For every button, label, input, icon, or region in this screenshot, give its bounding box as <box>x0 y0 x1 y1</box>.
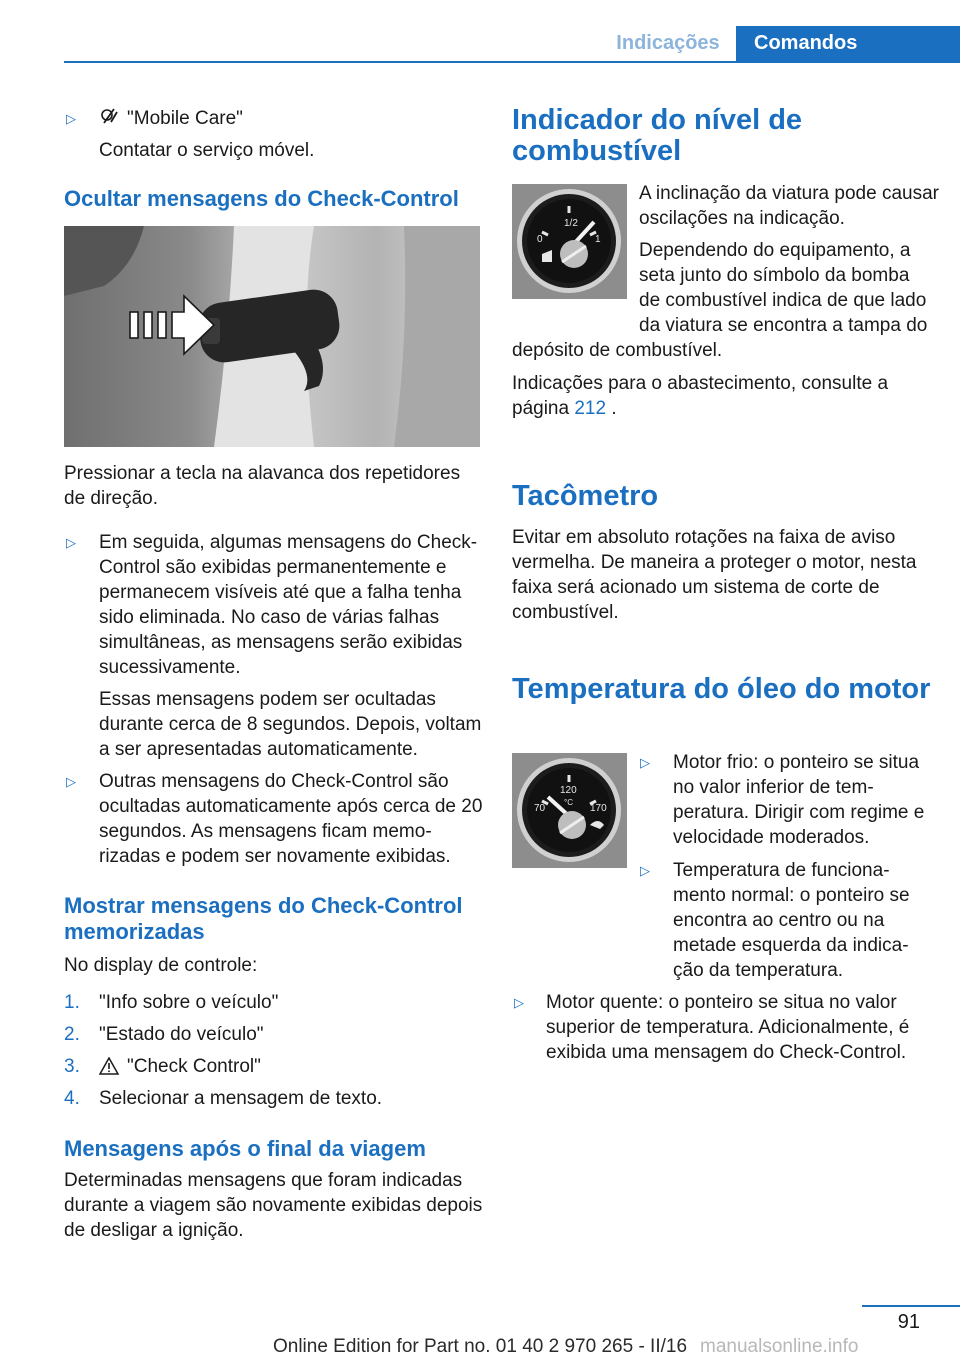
mobile-care-desc: Contatar o serviço móvel. <box>99 140 315 161</box>
bullet-triangle-icon: ▷ <box>514 995 524 1010</box>
page-link-212[interactable]: 212 <box>574 398 607 419</box>
section-heading-show: Mostrar mensagens do Check-Control memorizadas <box>64 893 463 944</box>
warning-triangle-icon <box>99 1057 119 1080</box>
step-number: 4. <box>64 1088 80 1109</box>
after-trip-text: Determinadas mensagens que foram indicadas durante a viagem são novamente exibidas depois de desligar a ignição. <box>64 1170 483 1241</box>
step-text: "Check Control" <box>127 1056 261 1077</box>
section-heading-after-trip: Mensagens após o final da viagem <box>64 1136 426 1161</box>
oil-label-120: 120 <box>560 785 577 796</box>
oil-bullet-cold: Motor frio: o ponteiro se situa no valor inferior de temperatura. Dirigir com regime e velocidade moderados. <box>673 752 925 848</box>
mobile-care-icon <box>100 106 120 131</box>
float-spacer <box>512 238 639 314</box>
heading-tachometer: Tacômetro <box>512 480 659 512</box>
bullet-triangle-icon: ▷ <box>66 774 76 789</box>
bullet-triangle-icon: ▷ <box>66 535 76 550</box>
oil-label-70: 70 <box>534 803 546 814</box>
heading-fuel-gauge: Indicador do nível de combustível <box>512 104 803 167</box>
footer-rule <box>862 1305 960 1307</box>
oil-bullet-normal: Temperatura de funcionamento normal: o ponteiro se encontra ao centro ou na metade esquerda da indicação da temperatura. <box>673 860 910 981</box>
step-number: 3. <box>64 1056 80 1077</box>
oil-label-unit: °C <box>564 798 573 807</box>
bullet-triangle-icon: ▷ <box>640 755 650 770</box>
fuel-text-equipment-wrap <box>512 238 932 363</box>
section-heading-hide: Ocultar mensagens do Check-Control <box>64 186 459 211</box>
edition-line: Online Edition for Part no. 01 40 2 970 265 - II/16 <box>272 1336 688 1357</box>
bullet-permanent-extra: Essas mensagens podem ser ocultadas durante cerca de 8 segundos. Depois, voltam a ser apresentadas automaticamente. <box>99 689 482 760</box>
press-text: Pressionar a tecla na alavanca dos repetidores de direção. <box>64 463 461 509</box>
watermark: manualsonline.info <box>700 1336 859 1357</box>
fuel-label-full: 1 <box>595 234 601 245</box>
step-number: 2. <box>64 1024 80 1045</box>
bullet-triangle-icon: ▷ <box>640 863 650 878</box>
fuel-text-equipment: Dependendo do equipamento, a seta junto do símbolo da bomba de combustível indica de que lado da viatura se encontra a tampa do depósito de combustível. <box>512 240 928 361</box>
tachometer-text: Evitar em absoluto rotações na faixa de aviso vermelha. De maneira a proteger o motor, nesta faixa será acionado um sistema de corte de combustível. <box>512 527 917 623</box>
fuel-text-oscillation: A inclinação da viatura pode causar oscilações na indicação. <box>639 183 939 229</box>
header-rule <box>64 61 960 63</box>
oil-temperature-gauge-image <box>512 753 627 868</box>
fuel-label-empty: 0 <box>537 234 543 245</box>
fuel-text-refuel <box>512 371 932 421</box>
bullet-permanent: Em seguida, algumas mensagens do Check-Control são exibidas permanentemente e permanecem visíveis até que a falha tenha sido eliminada. No caso de várias falhas simultâneas, as mensagens serão exibidas sucessivamente. <box>99 532 478 678</box>
turn-signal-lever-photo <box>64 226 480 447</box>
step-text: "Info sobre o veículo" <box>99 992 279 1013</box>
step-text: "Estado do veículo" <box>99 1024 264 1045</box>
fuel-refuel-post: . <box>611 398 617 419</box>
display-intro: No display de controle: <box>64 955 258 976</box>
page-number: 91 <box>897 1311 920 1333</box>
header-tab-chapter[interactable]: Comandos <box>736 26 960 61</box>
header-tab-section[interactable]: Indicações <box>616 32 720 54</box>
step-text: Selecionar a mensagem de texto. <box>99 1088 383 1109</box>
bullet-auto-hidden: Outras mensagens do Check-Control são ocultadas automaticamente após cerca de 20 segundos. As mensagens ficam memorizadas e podem ser novamente exibidas. <box>99 771 483 867</box>
step-number: 1. <box>64 992 80 1013</box>
mobile-care-label: "Mobile Care" <box>127 108 243 129</box>
fuel-refuel-pre: Indicações para o abastecimento, consulte a página <box>512 373 889 419</box>
heading-oil-temperature: Temperatura do óleo do motor <box>512 673 931 705</box>
bullet-triangle-icon: ▷ <box>66 111 76 126</box>
fuel-label-half: 1/2 <box>564 218 578 229</box>
oil-bullet-hot: Motor quente: o ponteiro se situa no valor superior de temperatura. Adicionalmente, é exibida uma mensagem do Check-Control. <box>546 992 910 1063</box>
oil-label-170: 170 <box>590 803 607 814</box>
